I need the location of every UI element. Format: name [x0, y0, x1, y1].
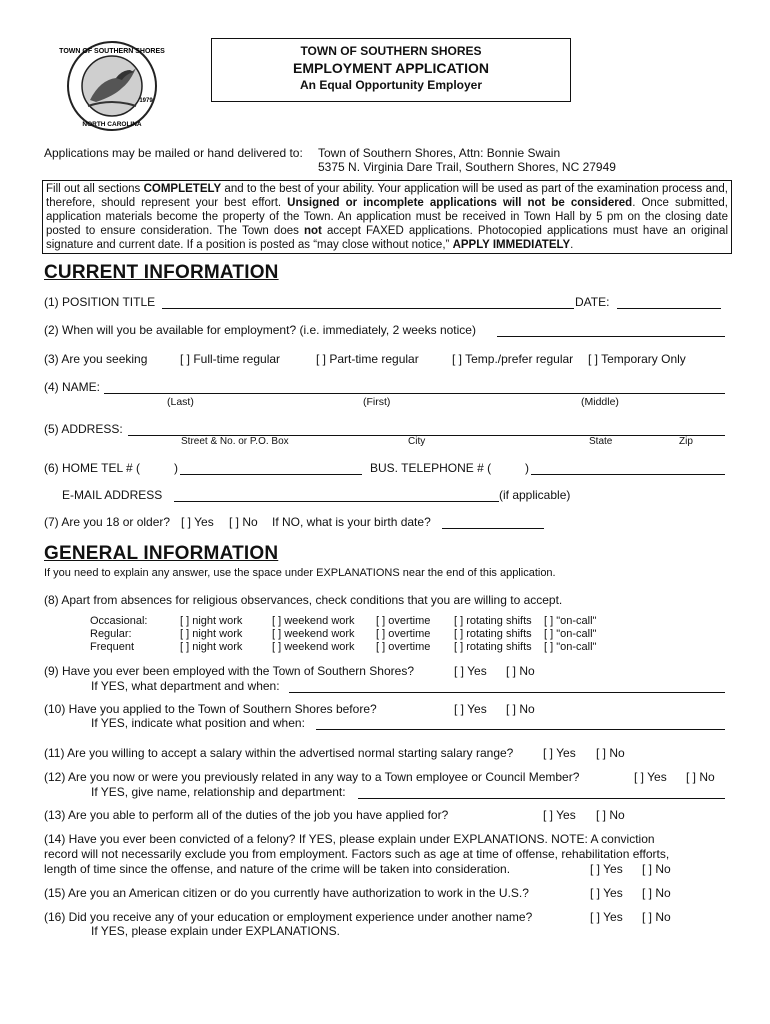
occasional-weekend-checkbox[interactable]: [ ] weekend work: [272, 615, 355, 627]
email-label: E-MAIL ADDRESS: [62, 488, 163, 502]
q15-yes-checkbox[interactable]: [ ] Yes: [590, 886, 623, 900]
email-suffix: (if applicable): [499, 488, 571, 502]
availability-field[interactable]: [497, 336, 725, 337]
regular-label: Regular:: [90, 628, 132, 640]
age-label: (7) Are you 18 or older?: [44, 515, 171, 529]
general-info-title: GENERAL INFORMATION: [44, 543, 279, 564]
home-tel-label: (6) HOME TEL # (: [44, 461, 141, 475]
q11-label: (11) Are you willing to accept a salary within the advertised normal starting salary range?: [44, 746, 514, 760]
q13-no-checkbox[interactable]: [ ] No: [596, 808, 625, 822]
q14-yes-checkbox[interactable]: [ ] Yes: [590, 862, 623, 876]
current-info-title: CURRENT INFORMATION: [44, 262, 279, 283]
q9-followup-field[interactable]: [289, 692, 725, 693]
q13-label: (13) Are you able to perform all of the duties of the job you have applied for?: [44, 808, 449, 822]
instructions-box: Fill out all sections COMPLETELY and to the best of your ability. Your application will be used as part of the examination process and, therefore, should represent your best effort. Unsigned or incomplete applications will not be considered. Once submitted, application materials become the property of the Town. An application must be received in Town Hall by 5 pm on the closing date posted to ensure consideration. The Town does not accept FAXED applications. Photocopied applications must have an original signature and current date. If a position is posted as “may close without notice,” APPLY IMMEDIATELY.: [42, 180, 732, 254]
q10-yes-checkbox[interactable]: [ ] Yes: [454, 702, 487, 716]
q13-yes-checkbox[interactable]: [ ] Yes: [543, 808, 576, 822]
q12-yes-checkbox[interactable]: [ ] Yes: [634, 770, 667, 784]
form-header: [211, 38, 571, 102]
seeking-parttime-checkbox[interactable]: [ ] Part-time regular: [316, 352, 419, 366]
seeking-label: (3) Are you seeking: [44, 352, 148, 366]
regular-rotating-checkbox[interactable]: [ ] rotating shifts: [454, 628, 532, 640]
q14-no-checkbox[interactable]: [ ] No: [642, 862, 671, 876]
header-subtitle: An Equal Opportunity Employer: [299, 78, 482, 92]
address-street-caption: Street & No. or P.O. Box: [181, 436, 289, 447]
position-title-field[interactable]: [162, 308, 574, 309]
home-tel-close: ): [174, 461, 178, 475]
q16-label: (16) Did you receive any of your education or employment experience under another name?: [44, 910, 533, 924]
occasional-label: Occasional:: [90, 615, 148, 627]
name-last-caption: (Last): [167, 396, 194, 408]
bus-tel-close: ): [525, 461, 529, 475]
regular-night-checkbox[interactable]: [ ] night work: [180, 628, 243, 640]
frequent-weekend-checkbox[interactable]: [ ] weekend work: [272, 641, 355, 653]
regular-weekend-checkbox[interactable]: [ ] weekend work: [272, 628, 355, 640]
q14-line1: (14) Have you ever been convicted of a felony? If YES, please explain under EXPLANATIONS. NOTE: A conviction: [44, 832, 655, 846]
q12-no-checkbox[interactable]: [ ] No: [686, 770, 715, 784]
birthdate-label: If NO, what is your birth date?: [272, 515, 431, 529]
q10-followup-field[interactable]: [316, 729, 725, 730]
seal-year: 1979: [139, 98, 153, 104]
q10-no-checkbox[interactable]: [ ] No: [506, 702, 535, 716]
age-no-checkbox[interactable]: [ ] No: [229, 515, 258, 529]
frequent-oncall-checkbox[interactable]: [ ] "on-call": [544, 641, 597, 653]
q12-label: (12) Are you now or were you previously related in any way to a Town employee or Council Member?: [44, 770, 580, 784]
q11-yes-checkbox[interactable]: [ ] Yes: [543, 746, 576, 760]
address-city-caption: City: [408, 436, 426, 447]
age-yes-checkbox[interactable]: [ ] Yes: [181, 515, 214, 529]
q15-no-checkbox[interactable]: [ ] No: [642, 886, 671, 900]
frequent-overtime-checkbox[interactable]: [ ] overtime: [376, 641, 431, 653]
bus-tel-label: BUS. TELEPHONE # (: [370, 461, 492, 475]
seal-bottom-text: NORTH CAROLINA: [82, 121, 142, 128]
q8-label: (8) Apart from absences for religious observances, check conditions that you are willing to accept.: [44, 593, 563, 607]
q9-label: (9) Have you ever been employed with the Town of Southern Shores?: [44, 664, 414, 678]
q11-no-checkbox[interactable]: [ ] No: [596, 746, 625, 760]
address-label: (5) ADDRESS:: [44, 422, 123, 436]
frequent-night-checkbox[interactable]: [ ] night work: [180, 641, 243, 653]
q9-yes-checkbox[interactable]: [ ] Yes: [454, 664, 487, 678]
q15-label: (15) Are you an American citizen or do you currently have authorization to work in the U.S.?: [44, 886, 529, 900]
birthdate-field[interactable]: [442, 528, 544, 529]
mailing-label: Applications may be mailed or hand delivered to:: [44, 146, 303, 160]
header-title: EMPLOYMENT APPLICATION: [293, 60, 489, 76]
seal-top-text: TOWN OF SOUTHERN SHORES: [59, 48, 165, 55]
seeking-temporary-checkbox[interactable]: [ ] Temporary Only: [588, 352, 686, 366]
availability-label: (2) When will you be available for employment? (i.e. immediately, 2 weeks notice): [44, 323, 476, 337]
occasional-rotating-checkbox[interactable]: [ ] rotating shifts: [454, 615, 532, 627]
q9-no-checkbox[interactable]: [ ] No: [506, 664, 535, 678]
q16-yes-checkbox[interactable]: [ ] Yes: [590, 910, 623, 924]
mailing-address-2: 5375 N. Virginia Dare Trail, Southern Shores, NC 27949: [318, 160, 616, 174]
email-field[interactable]: [174, 501, 499, 502]
address-state-caption: State: [589, 436, 613, 447]
q14-line2: record will not necessarily exclude you from employment. Factors such as age at time of offense, rehabilitation efforts,: [44, 847, 670, 861]
mailing-address-1: Town of Southern Shores, Attn: Bonnie Swain: [318, 146, 561, 160]
general-note: If you need to explain any answer, use the space under EXPLANATIONS near the end of this application.: [44, 567, 556, 579]
regular-overtime-checkbox[interactable]: [ ] overtime: [376, 628, 431, 640]
q14-line3: length of time since the offense, and nature of the crime will be taken into consideration.: [44, 862, 511, 876]
frequent-label: Frequent: [90, 641, 135, 653]
date-label: DATE:: [575, 295, 610, 309]
header-town: TOWN OF SOUTHERN SHORES: [300, 44, 482, 58]
q16-no-checkbox[interactable]: [ ] No: [642, 910, 671, 924]
occasional-oncall-checkbox[interactable]: [ ] "on-call": [544, 615, 597, 627]
seeking-temp-prefer-checkbox[interactable]: [ ] Temp./prefer regular: [452, 352, 574, 366]
regular-oncall-checkbox[interactable]: [ ] "on-call": [544, 628, 597, 640]
address-zip-caption: Zip: [679, 436, 693, 447]
q9-followup-label: If YES, what department and when:: [91, 679, 280, 693]
q12-followup-label: If YES, give name, relationship and department:: [91, 785, 346, 799]
q10-followup-label: If YES, indicate what position and when:: [91, 716, 305, 730]
occasional-overtime-checkbox[interactable]: [ ] overtime: [376, 615, 431, 627]
occasional-night-checkbox[interactable]: [ ] night work: [180, 615, 243, 627]
name-label: (4) NAME:: [44, 380, 101, 394]
seeking-fulltime-checkbox[interactable]: [ ] Full-time regular: [180, 352, 281, 366]
q16-followup-label: If YES, please explain under EXPLANATIONS.: [91, 924, 341, 938]
bus-tel-field[interactable]: [531, 474, 725, 475]
q10-label: (10) Have you applied to the Town of Southern Shores before?: [44, 702, 377, 716]
name-field[interactable]: [104, 393, 725, 394]
home-tel-field[interactable]: [180, 474, 362, 475]
position-title-label: (1) POSITION TITLE: [44, 295, 156, 309]
pelican-seal-icon: [59, 40, 165, 132]
q12-followup-field[interactable]: [358, 798, 725, 799]
name-middle-caption: (Middle): [581, 396, 619, 408]
date-field[interactable]: [617, 308, 721, 309]
name-first-caption: (First): [363, 396, 391, 408]
frequent-rotating-checkbox[interactable]: [ ] rotating shifts: [454, 641, 532, 653]
